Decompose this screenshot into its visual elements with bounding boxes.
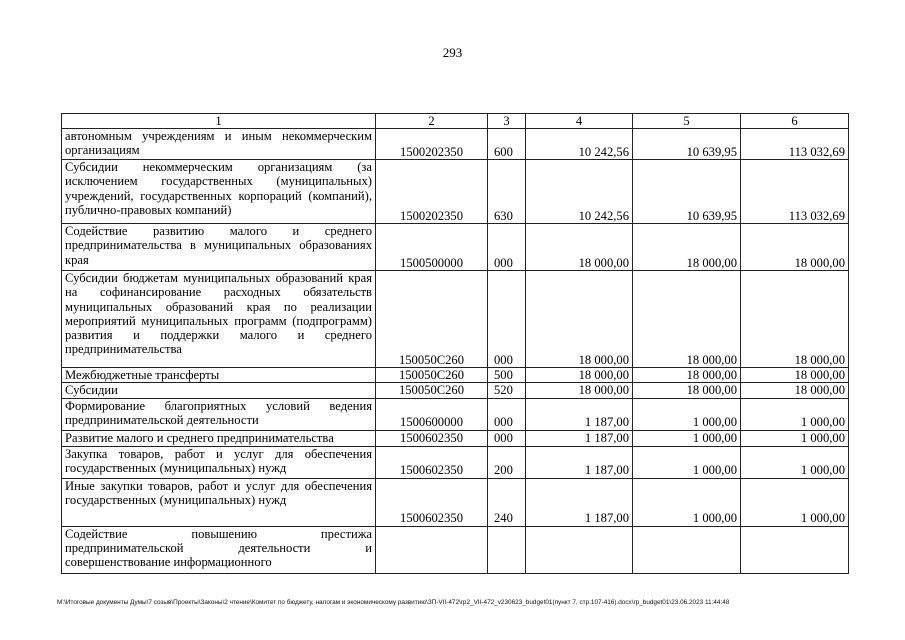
- row-value-3: 18 000,00: [741, 383, 849, 398]
- row-expense-type: 240: [488, 478, 526, 526]
- column-header: 2: [376, 114, 488, 129]
- table-row: [62, 368, 849, 383]
- row-target-code: 1500602350: [376, 478, 488, 526]
- row-name: Субсидии: [62, 383, 376, 398]
- row-value-3: 113 032,69: [741, 129, 849, 160]
- row-target-code: 150050С260: [376, 368, 488, 383]
- row-target-code: [376, 526, 488, 573]
- row-expense-type: 500: [488, 368, 526, 383]
- row-name: Закупка товаров, работ и услуг для обеспечения государственных (муниципальных) нужд: [62, 446, 376, 478]
- row-value-2: 10 639,95: [633, 129, 741, 160]
- table-row: [62, 526, 849, 573]
- row-value-1: [526, 526, 633, 573]
- row-expense-type: 520: [488, 383, 526, 398]
- row-expense-type: [488, 526, 526, 573]
- row-value-1: 18 000,00: [526, 368, 633, 383]
- row-value-3: 18 000,00: [741, 224, 849, 271]
- row-value-1: 18 000,00: [526, 224, 633, 271]
- table-header-row: [62, 114, 849, 129]
- row-target-code: 1500202350: [376, 160, 488, 224]
- row-name: Формирование благоприятных условий ведения предпринимательской деятельности: [62, 398, 376, 430]
- table-row: [62, 478, 849, 526]
- row-value-3: 113 032,69: [741, 160, 849, 224]
- row-target-code: 1500602350: [376, 446, 488, 478]
- row-expense-type: 000: [488, 430, 526, 446]
- row-value-1: 10 242,56: [526, 129, 633, 160]
- row-value-2: [633, 526, 741, 573]
- column-header: 4: [526, 114, 633, 129]
- row-value-1: 18 000,00: [526, 383, 633, 398]
- row-target-code: 1500600000: [376, 398, 488, 430]
- table-row: [62, 271, 849, 368]
- row-expense-type: 200: [488, 446, 526, 478]
- row-name: Развитие малого и среднего предпринимательства: [62, 430, 376, 446]
- row-value-2: 18 000,00: [633, 383, 741, 398]
- table-row: [62, 383, 849, 398]
- row-value-1: 1 187,00: [526, 398, 633, 430]
- row-value-3: 18 000,00: [741, 368, 849, 383]
- row-value-2: 1 000,00: [633, 430, 741, 446]
- row-name: Субсидии бюджетам муниципальных образований края на софинансирование расходных обязательств муниципальных образований края по реализации мероприятий муниципальных программ (подпрограмм) развития и поддержки малого и среднего предпринимательства: [62, 271, 376, 368]
- column-header: 5: [633, 114, 741, 129]
- page-number: 293: [442, 45, 463, 60]
- table-row: [62, 398, 849, 430]
- row-value-2: 1 000,00: [633, 446, 741, 478]
- table-row: [62, 160, 849, 224]
- row-value-3: 1 000,00: [741, 430, 849, 446]
- row-value-2: 18 000,00: [633, 271, 741, 368]
- row-expense-type: 630: [488, 160, 526, 224]
- column-header: 1: [62, 114, 376, 129]
- row-value-2: 1 000,00: [633, 398, 741, 430]
- row-value-2: 18 000,00: [633, 224, 741, 271]
- row-name: Межбюджетные трансферты: [62, 368, 376, 383]
- row-expense-type: 000: [488, 224, 526, 271]
- row-expense-type: 000: [488, 398, 526, 430]
- row-target-code: 1500500000: [376, 224, 488, 271]
- row-value-1: 18 000,00: [526, 271, 633, 368]
- row-name: Содействие развитию малого и среднего предпринимательства в муниципальных образованиях края: [62, 224, 376, 271]
- row-target-code: 150050С260: [376, 383, 488, 398]
- column-header: 3: [488, 114, 526, 129]
- row-value-2: 1 000,00: [633, 478, 741, 526]
- row-name: Субсидии некоммерческим организациям (за исключением государственных (муниципальных) учреждений, государственных корпораций (компаний), публично-правовых компаний): [62, 160, 376, 224]
- row-target-code: 150050С260: [376, 271, 488, 368]
- row-value-1: 1 187,00: [526, 478, 633, 526]
- row-expense-type: 000: [488, 271, 526, 368]
- row-expense-type: 600: [488, 129, 526, 160]
- row-name: Содействие повышению престижа предпринимательской деятельности и совершенствование информационного: [62, 526, 376, 573]
- table-row: [62, 430, 849, 446]
- row-name: Иные закупки товаров, работ и услуг для обеспечения государственных (муниципальных) нужд: [62, 478, 376, 526]
- row-target-code: 1500202350: [376, 129, 488, 160]
- row-value-1: 1 187,00: [526, 446, 633, 478]
- row-value-3: 1 000,00: [741, 446, 849, 478]
- row-value-1: 10 242,56: [526, 160, 633, 224]
- row-value-1: 1 187,00: [526, 430, 633, 446]
- row-value-2: 18 000,00: [633, 368, 741, 383]
- document-file-path: M:\Итоговые документы Думы\7 созыв\Проекты\Законы\2 чтение\Комитет по бюджету, налогам и экономическому развитию\ЗП-VII-472\rp2_VII-472_v230623_budget01(пункт 7, стр.107-416).docx\rp_budget01\23.06.2023 11:44:48: [57, 599, 730, 606]
- table-row: [62, 224, 849, 271]
- row-value-3: [741, 526, 849, 573]
- row-name: автономным учреждениям и иным некоммерческим организациям: [62, 129, 376, 160]
- row-value-3: 18 000,00: [741, 271, 849, 368]
- row-value-2: 10 639,95: [633, 160, 741, 224]
- budget-table: [61, 113, 849, 574]
- row-value-3: 1 000,00: [741, 398, 849, 430]
- column-header: 6: [741, 114, 849, 129]
- row-value-3: 1 000,00: [741, 478, 849, 526]
- row-target-code: 1500602350: [376, 430, 488, 446]
- table-row: [62, 129, 849, 160]
- table-row: [62, 446, 849, 478]
